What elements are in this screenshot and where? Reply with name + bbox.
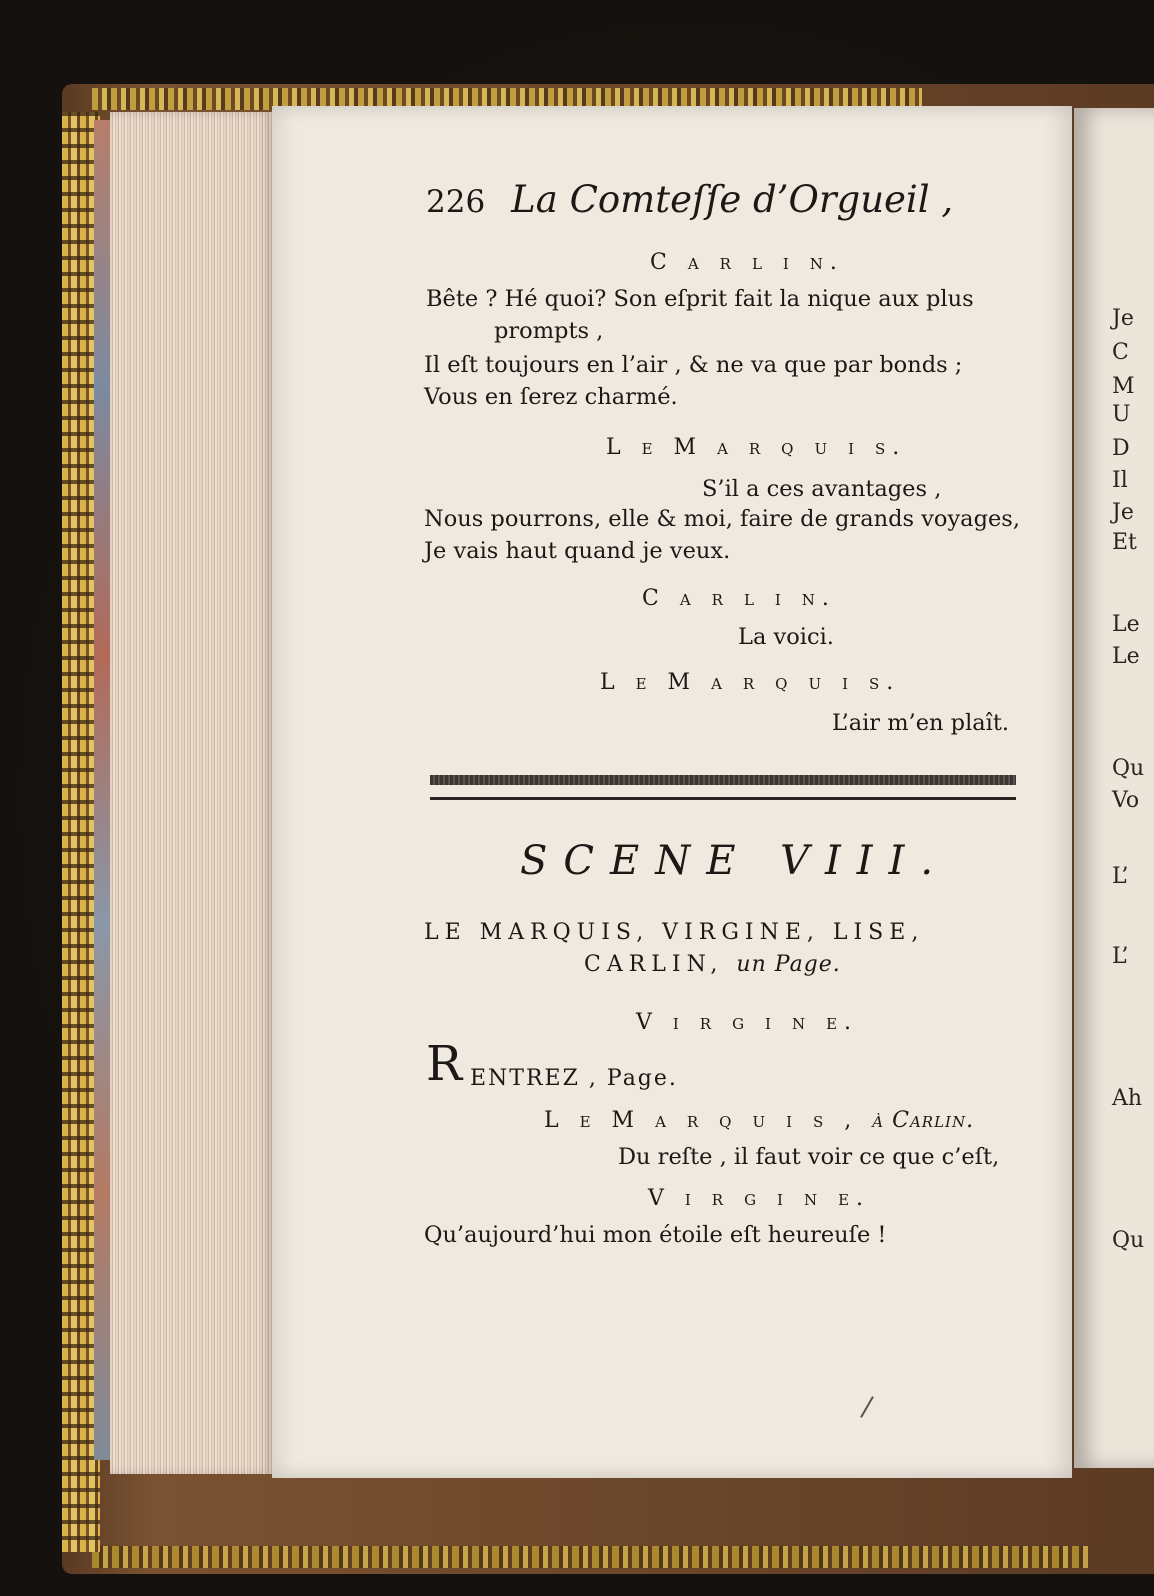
verse-line: Il eſt toujours en l’air , & ne va que par bonds ; (424, 352, 963, 378)
running-title: La Comteſſe d’Orgueil , (511, 178, 954, 221)
facing-fragment: M (1112, 374, 1135, 399)
speaker-name: L e M a r q u i s , (544, 1108, 859, 1133)
facing-fragment: Je (1112, 500, 1134, 525)
facing-fragment: L’ (1112, 864, 1129, 889)
speaker-marquis (544, 1108, 974, 1133)
facing-fragment: Vo (1112, 788, 1140, 813)
verse-line: Bête ? Hé quoi? Son eſprit fait la nique aux plus (426, 286, 974, 312)
page-number: 226 (426, 184, 486, 220)
facing-fragment: Je (1112, 306, 1134, 331)
facing-fragment: L’ (1112, 944, 1129, 969)
speaker-carlin: C a r l i n. (650, 250, 844, 275)
scene-rule-thin (430, 797, 1016, 800)
facing-fragment: C (1112, 340, 1129, 365)
verse-line: ENTREZ , Page. (470, 1066, 678, 1091)
facing-fragment: D (1112, 436, 1130, 461)
facing-fragment: Qu (1112, 756, 1145, 781)
speaker-carlin: C a r l i n. (642, 586, 836, 611)
verse-line: L’air m’en plaît. (832, 710, 1010, 736)
facing-fragment: Le (1112, 644, 1140, 669)
verse-line: Qu’aujourd’hui mon étoile eſt heureuſe ! (424, 1222, 887, 1248)
verse-line: Je vais haut quand je veux. (424, 538, 731, 564)
marbled-edge (94, 120, 110, 1460)
gilt-bottom-edge (92, 1546, 1092, 1568)
cast-list-line-1: LE MARQUIS, VIRGINE, LISE, (424, 920, 925, 945)
facing-fragment: Il (1112, 468, 1128, 493)
speaker-marquis: L e M a r q u i s. (606, 435, 907, 460)
cast-name: CARLIN, (584, 952, 724, 977)
scene-rule-thick (430, 775, 1016, 785)
cast-note: un Page. (736, 952, 841, 977)
verse-line: La voici. (738, 624, 834, 650)
running-head (426, 178, 1026, 228)
drop-cap: R (426, 1036, 463, 1092)
scene-heading: SCENE VIII. (520, 838, 950, 884)
facing-fragment: Et (1112, 530, 1137, 555)
stage-direction: à Carlin. (872, 1108, 975, 1133)
verse-line: Du reſte , il faut voir ce que c’eſt, (618, 1144, 1000, 1170)
facing-fragment: Le (1112, 612, 1140, 637)
verse-line: prompts , (494, 318, 604, 344)
verse-line: Nous pourrons, elle & moi, faire de grands voyages, (424, 506, 1020, 532)
speaker-virgine: V i r g i n e. (648, 1186, 871, 1211)
speaker-virgine: V i r g i n e. (636, 1010, 859, 1035)
facing-page (1074, 108, 1154, 1468)
speaker-marquis: L e M a r q u i s. (600, 670, 901, 695)
verse-line: Vous en ſerez charmé. (424, 384, 678, 410)
cast-list-line-2 (584, 952, 841, 977)
facing-fragment: Qu (1112, 1228, 1145, 1253)
facing-fragment: Ah (1112, 1086, 1143, 1111)
verse-line: S’il a ces avantages , (702, 476, 942, 502)
facing-fragment: U (1112, 402, 1131, 427)
page-block-edges (110, 112, 272, 1474)
